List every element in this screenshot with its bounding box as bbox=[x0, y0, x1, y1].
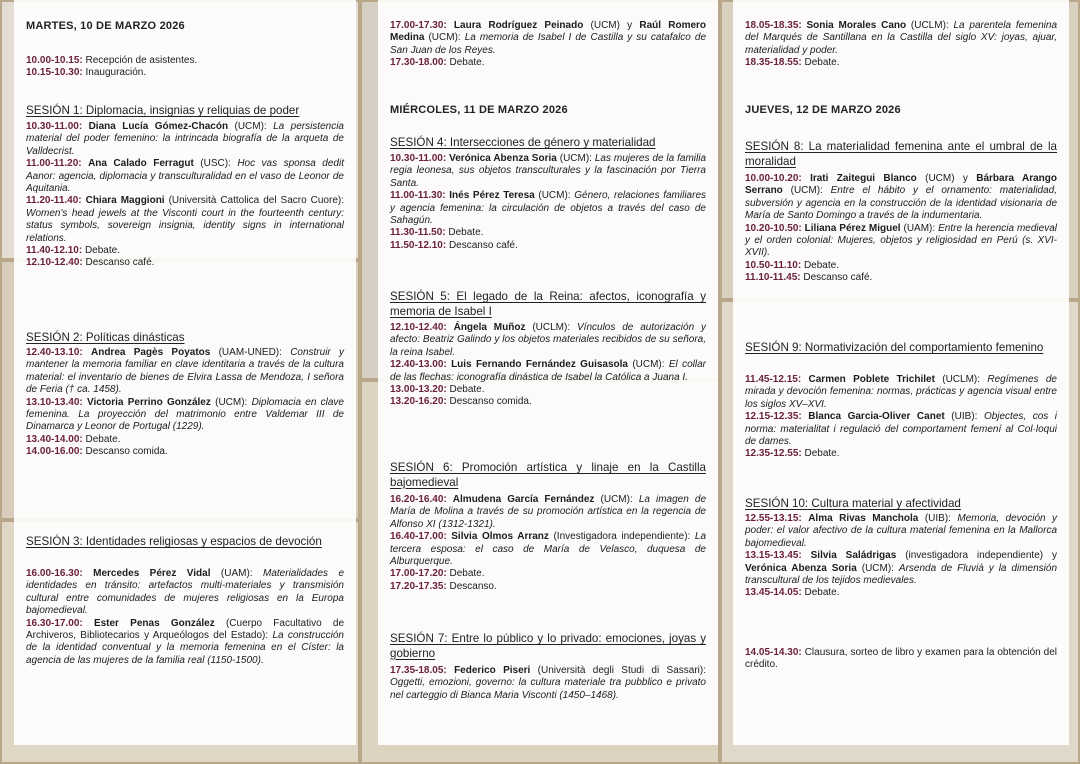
speaker-name: Mercedes Pérez Vidal bbox=[93, 568, 211, 579]
time-slot: 11.00-11.20: bbox=[26, 158, 82, 170]
time-slot: 12.40-13.10: bbox=[26, 347, 83, 358]
speaker-name: Sonia Morales Cano bbox=[806, 20, 907, 31]
program-entry bbox=[26, 195, 344, 245]
time-slot: 16.40-17.00: bbox=[390, 531, 447, 543]
session-heading: SESIÓN 4: Intersecciones de género y materialidad bbox=[390, 136, 656, 149]
session-heading: SESIÓN 5: El legado de la Reina: afectos, iconografía y memoria de Isabel I bbox=[390, 290, 706, 318]
time-slot: 10.30-11.00: bbox=[26, 121, 83, 132]
program-entry bbox=[745, 448, 1057, 460]
entries-block bbox=[745, 647, 1057, 672]
time-slot: 17.30-18.00: bbox=[390, 57, 447, 69]
session-block bbox=[745, 140, 1057, 169]
program-entry bbox=[745, 20, 1057, 57]
session-block bbox=[745, 341, 1057, 356]
program-entry bbox=[26, 245, 344, 257]
talk-title: Entre la herencia medieval y el orden colonial: Mujeres, objetos y religiosidad en Perú (s. XVI-XVII). bbox=[745, 222, 1057, 259]
talk-title: Materialidades e identidades en tránsito: artefactos multi-materiales y transmisión cultural entre comunidades de mujeres religiosas en la Europa bajomedieval. bbox=[26, 568, 345, 617]
session-block bbox=[390, 136, 706, 151]
program-entry bbox=[26, 618, 344, 668]
speaker-name: Diana Lucía Gómez-Chacón bbox=[88, 121, 229, 132]
session-block bbox=[745, 497, 1057, 512]
time-slot: 10.00-10.15: bbox=[26, 55, 83, 66]
program-entry bbox=[26, 397, 344, 434]
session-block bbox=[26, 331, 344, 346]
speaker-name: Ester Penas González bbox=[93, 617, 215, 629]
speaker-affiliation: Descanso café. bbox=[85, 257, 155, 269]
talk-title: Las mujeres de la familia regia leonesa, sus objetos transculturales y la fascinación por Tierra Santa. bbox=[390, 153, 707, 189]
speaker-affiliation: (UCLM): bbox=[910, 20, 949, 31]
speaker-affiliation: (UCM): bbox=[428, 32, 461, 44]
speaker-affiliation: Debate. bbox=[804, 587, 840, 599]
program-entry bbox=[26, 434, 344, 446]
session-heading: SESIÓN 10: Cultura material y afectividad bbox=[745, 497, 961, 510]
entries-block bbox=[26, 55, 344, 80]
time-slot: 13.15-13.45: bbox=[745, 550, 802, 562]
speaker-name: Blanca Garcia-Oliver Canet bbox=[808, 411, 945, 423]
time-slot: 14.00-16.00: bbox=[26, 446, 83, 458]
time-slot: 11.20-11.40: bbox=[26, 195, 82, 207]
speaker-name: Federico Piseri bbox=[454, 665, 531, 676]
speaker-name: Inés Pérez Teresa bbox=[449, 190, 535, 202]
entries-block bbox=[745, 513, 1057, 600]
program-entry bbox=[745, 550, 1057, 587]
program-entry bbox=[26, 158, 344, 195]
program-entry bbox=[390, 396, 706, 408]
day-block bbox=[26, 20, 344, 33]
entries-block bbox=[26, 568, 344, 667]
program-entry bbox=[390, 57, 706, 69]
speaker-affiliation: (UIB): bbox=[924, 513, 951, 524]
program-entry bbox=[390, 494, 706, 531]
program-column-2 bbox=[378, 0, 718, 745]
speaker-name: Verónica Abenza Soria bbox=[449, 153, 557, 164]
speaker-affiliation: Descanso comida. bbox=[449, 396, 532, 408]
entries-block bbox=[390, 153, 706, 252]
talk-title: Arsenda de Fluvià y la dimensión transcultural de los tejidos medievales. bbox=[745, 562, 1058, 587]
program-entry bbox=[745, 223, 1057, 260]
speaker-name: Silvia Saládrigas bbox=[810, 550, 897, 562]
program-entry bbox=[390, 190, 706, 227]
time-slot: 11.00-11.30: bbox=[390, 190, 446, 202]
talk-title: La imagen de María de Molina a través de su promoción artística en la regencia de Alfonso XI (1312-1321). bbox=[390, 494, 707, 530]
program-entry bbox=[390, 384, 706, 396]
time-slot: 18.05-18.35: bbox=[745, 20, 802, 31]
entries-block bbox=[390, 494, 706, 593]
program-column-3 bbox=[733, 0, 1069, 745]
speaker-name: Carmen Poblete Trichilet bbox=[808, 374, 935, 385]
speaker-affiliation: (UCM): bbox=[600, 494, 633, 505]
speaker-affiliation: Descanso café. bbox=[448, 239, 518, 251]
speaker-name: Luis Fernando Fernández Guisasola bbox=[451, 359, 628, 371]
speaker-name: Irati Zaitegui Blanco bbox=[810, 173, 917, 184]
day-heading: MARTES, 10 DE MARZO 2026 bbox=[26, 20, 185, 32]
speaker-name: Ana Calado Ferragut bbox=[88, 158, 194, 170]
program-entry bbox=[26, 568, 344, 618]
program-entry bbox=[745, 173, 1057, 223]
talk-title: Memoria, devoción y poder: el valor afectivo de la cultura material femenina en la Mallorca bajomedieval. bbox=[745, 513, 1058, 549]
speaker-affiliation: (UCM): bbox=[632, 359, 665, 371]
time-slot: 13.00-13.20: bbox=[390, 384, 447, 396]
program-entry bbox=[745, 374, 1057, 411]
speaker-affiliation: Debate. bbox=[448, 227, 484, 239]
program-entry bbox=[390, 665, 706, 702]
speaker-affiliation: (UCM): bbox=[790, 185, 823, 197]
speaker-affiliation: (UIB): bbox=[951, 411, 978, 423]
speaker-affiliation: (UAM-UNED): bbox=[218, 347, 282, 358]
session-heading: SESIÓN 1: Diplomacia, insignias y reliquias de poder bbox=[26, 104, 300, 117]
talk-title: La persistencia material del poder femenino: la intrincada biografía de la arqueta de Valldecrist. bbox=[26, 121, 344, 157]
talk-title: La parentela femenina del Marqués de Santillana en la Castilla del siglo XV: joyas, ajuar, materialidad y poder. bbox=[745, 20, 1058, 56]
time-slot: 11.45-12.15: bbox=[745, 374, 802, 385]
time-slot: 12.10-12.40: bbox=[26, 257, 83, 269]
speaker-affiliation: Debate. bbox=[449, 384, 485, 396]
speaker-name: Chiara Maggioni bbox=[85, 195, 165, 207]
session-block bbox=[390, 632, 706, 661]
time-slot: 11.40-12.10: bbox=[26, 245, 83, 257]
speaker-affiliation: (UCM) y bbox=[925, 173, 968, 184]
day-block bbox=[390, 104, 706, 117]
time-slot: 17.00-17.30: bbox=[390, 20, 447, 31]
talk-title: Entre el hábito y el ornamento: materialidad, subversión y agencia en la construcción de la identidad visionaria de María de Santo Domingo a través de la indumentaria. bbox=[745, 185, 1058, 222]
time-slot: 12.15-12.35: bbox=[745, 411, 802, 423]
entries-block bbox=[390, 322, 706, 409]
time-slot: 12.35-12.55: bbox=[745, 448, 802, 460]
session-heading: SESIÓN 2: Políticas dinásticas bbox=[26, 331, 185, 344]
speaker-affiliation: (UCM): bbox=[861, 562, 894, 574]
time-slot: 10.30-11.00: bbox=[390, 153, 447, 164]
time-slot: 17.00-17.20: bbox=[390, 568, 447, 580]
time-slot: 16.30-17.00: bbox=[26, 617, 83, 629]
session-heading: SESIÓN 9: Normativización del comportamiento femenino bbox=[745, 341, 1044, 354]
speaker-affiliation: (UCM) y bbox=[590, 20, 633, 31]
speaker-name: Verónica Abenza Soria bbox=[745, 562, 857, 574]
program-entry bbox=[26, 347, 344, 397]
speaker-affiliation: (investigadora independiente) y bbox=[905, 550, 1057, 562]
speaker-affiliation: Debate. bbox=[804, 448, 840, 460]
speaker-name: Laura Rodríguez Peinado bbox=[453, 20, 584, 31]
entries-block bbox=[390, 665, 706, 702]
speaker-affiliation: Debate. bbox=[85, 433, 121, 445]
speaker-affiliation: Inauguración. bbox=[85, 67, 147, 79]
program-entry bbox=[745, 647, 1057, 672]
speaker-name: Andrea Pagès Poyatos bbox=[90, 347, 211, 358]
session-heading: SESIÓN 7: Entre lo público y lo privado: emociones, joyas y gobierno bbox=[390, 632, 706, 660]
time-slot: 13.45-14.05: bbox=[745, 587, 802, 599]
time-slot: 13.10-13.40: bbox=[26, 396, 83, 408]
speaker-affiliation: Descanso comida. bbox=[85, 446, 168, 458]
time-slot: 11.10-11.45: bbox=[745, 272, 801, 284]
day-heading: MIÉRCOLES, 11 DE MARZO 2026 bbox=[390, 104, 568, 116]
speaker-name: Silvia Olmos Arranz bbox=[451, 531, 549, 543]
program-entry bbox=[390, 322, 706, 359]
speaker-affiliation: Debate. bbox=[84, 245, 120, 257]
talk-title: Vínculos de autorización y afecto: Beatriz Galindo y los objetos materiales recibidos de su señora, la reina Isabel. bbox=[390, 322, 707, 358]
speaker-affiliation: Clausura, sorteo de libro y examen para la obtención del crédito. bbox=[745, 647, 1058, 671]
talk-title: La memoria de Isabel I de Castilla y su catafalco de San Juan de los Reyes. bbox=[390, 32, 707, 56]
time-slot: 10.20-10.50: bbox=[745, 222, 802, 234]
time-slot: 18.35-18.55: bbox=[745, 57, 802, 69]
time-slot: 14.05-14.30: bbox=[745, 647, 802, 658]
program-entry bbox=[26, 121, 344, 158]
speaker-name: Ángela Muñoz bbox=[453, 322, 526, 333]
talk-title: Oggetti, emozioni, governo: la cultura materiale tra pubblico e privato nel carteggio di Bianca Maria Visconti (1450–1468). bbox=[390, 677, 706, 701]
day-heading: JUEVES, 12 DE MARZO 2026 bbox=[745, 104, 901, 116]
session-block bbox=[390, 290, 706, 319]
session-heading: SESIÓN 3: Identidades religiosas y espacios de devoción bbox=[26, 535, 322, 548]
time-slot: 12.40-13.00: bbox=[390, 359, 447, 371]
speaker-affiliation: (UAM): bbox=[903, 222, 936, 234]
time-slot: 11.30-11.50: bbox=[390, 227, 446, 239]
program-entry bbox=[26, 446, 344, 458]
time-slot: 12.10-12.40: bbox=[390, 322, 447, 333]
time-slot: 13.40-14.00: bbox=[26, 433, 83, 445]
talk-title: Women's head jewels at the Visconti court in the fourteenth century: status symbols, sovereign insignia, identity signs in international relations. bbox=[26, 207, 344, 244]
speaker-affiliation: Debate. bbox=[804, 57, 840, 69]
time-slot: 17.20-17.35: bbox=[390, 580, 447, 592]
speaker-affiliation: (UAM): bbox=[220, 568, 253, 579]
time-slot: 13.20-16.20: bbox=[390, 396, 447, 408]
speaker-affiliation: (USC): bbox=[200, 158, 231, 170]
program-entry bbox=[745, 260, 1057, 272]
entries-block bbox=[26, 121, 344, 270]
entries-block bbox=[26, 347, 344, 459]
speaker-affiliation: Debate. bbox=[803, 259, 839, 271]
program-entry bbox=[390, 20, 706, 57]
program-entry bbox=[745, 411, 1057, 448]
program-entry bbox=[26, 257, 344, 269]
session-block bbox=[26, 104, 344, 119]
talk-title: Hoc vas sponsa dedit Aanor: agencia, diplomacia y transculturalidad en el vaso de Leonor de Aquitania. bbox=[26, 158, 344, 195]
entries-block bbox=[745, 374, 1057, 461]
program-entry bbox=[390, 531, 706, 568]
speaker-affiliation: Descanso. bbox=[449, 580, 497, 592]
program-entry bbox=[390, 568, 706, 580]
time-slot: 10.15-10.30: bbox=[26, 67, 83, 79]
program-entry bbox=[390, 359, 706, 384]
speaker-name: Almudena García Fernández bbox=[452, 494, 595, 505]
program-entry bbox=[390, 153, 706, 190]
program-column-1 bbox=[14, 0, 356, 745]
session-block bbox=[390, 461, 706, 490]
session-heading: SESIÓN 8: La materialidad femenina ante el umbral de la moralidad bbox=[745, 140, 1057, 168]
speaker-affiliation: (Investigadora independiente): bbox=[553, 531, 691, 543]
talk-title: Género, relaciones familiares y agencia femenina: la circulación de objetos a través del caso de Sahagún. bbox=[390, 190, 707, 227]
talk-title: Construir y mantener la memoria familiar en clave identitaria a través de la cultura material: el inventario de bienes de Elvira Lassa de Mendoza, I señora de Feria († ca. 1458). bbox=[26, 347, 345, 396]
entries-block bbox=[745, 173, 1057, 285]
session-heading: SESIÓN 6: Promoción artística y linaje en la Castilla bajomedieval bbox=[390, 461, 706, 489]
speaker-affiliation: (UCLM): bbox=[532, 322, 571, 333]
speaker-affiliation: (UCM): bbox=[538, 190, 571, 202]
speaker-affiliation: Recepción de asistentes. bbox=[85, 55, 198, 66]
time-slot: 16.00-16.30: bbox=[26, 568, 83, 579]
speaker-affiliation: (UCM): bbox=[234, 121, 267, 132]
speaker-name: Raúl Romero Medina bbox=[390, 20, 707, 44]
speaker-affiliation: Debate. bbox=[449, 568, 485, 580]
entries-block bbox=[745, 20, 1057, 70]
program-entry bbox=[390, 240, 706, 252]
speaker-affiliation: (Università degli Studi di Sassari): bbox=[537, 665, 706, 676]
program-entry bbox=[745, 513, 1057, 550]
program-entry bbox=[745, 587, 1057, 599]
talk-title: Diplomacia en clave femenina. La proyección del matrimonio entre Valdemar III de Dinamarca y Leonor de Portugal (1229). bbox=[26, 396, 344, 433]
time-slot: 10.00-10.20: bbox=[745, 173, 802, 184]
program-entry bbox=[390, 581, 706, 593]
program-entry bbox=[390, 227, 706, 239]
speaker-affiliation: (UCLM): bbox=[942, 374, 981, 385]
time-slot: 10.50-11.10: bbox=[745, 259, 802, 271]
speaker-affiliation: (Università Cattolica del Sacro Cuore): bbox=[168, 195, 344, 207]
speaker-affiliation: (Cuerpo Facultativo de Archiveros, Bibliotecarios y Arqueólogos del Estado): bbox=[26, 617, 345, 642]
speaker-affiliation: Descanso café. bbox=[803, 272, 873, 284]
speaker-name: Liliana Pérez Miguel bbox=[804, 222, 901, 234]
speaker-affiliation: (UCM): bbox=[215, 396, 248, 408]
program-entry bbox=[745, 272, 1057, 284]
speaker-name: Alma Rivas Manchola bbox=[808, 513, 919, 524]
time-slot: 16.20-16.40: bbox=[390, 494, 447, 505]
program-entry bbox=[26, 67, 344, 79]
day-block bbox=[745, 104, 1057, 117]
speaker-affiliation: (UCM): bbox=[559, 153, 592, 164]
time-slot: 12.55-13.15: bbox=[745, 513, 802, 524]
program-entry bbox=[26, 55, 344, 67]
talk-title: La tercera esposa: el caso de María de Velasco, duquesa de Alburquerque. bbox=[390, 531, 707, 568]
speaker-name: Bárbara Arango Serrano bbox=[745, 173, 1057, 197]
talk-title: Regímenes de mirada y devoción femenina: normas, prácticas y agencia visual entre los siglos XV–XVI. bbox=[745, 374, 1057, 410]
session-block bbox=[26, 535, 344, 550]
program-entry bbox=[745, 57, 1057, 69]
time-slot: 17.35-18.05: bbox=[390, 665, 447, 676]
talk-title: Objectes, cos i norma: materialitat i regulació del comportament femení al Col·loqui de dames. bbox=[745, 411, 1058, 448]
talk-title: La construcción de la identidad conventual y la memoria femenina en el Císter: la agencia de las mujeres de la familia real (1150-1500). bbox=[26, 630, 344, 666]
time-slot: 11.50-12.10: bbox=[390, 239, 447, 251]
speaker-name: Victoria Perrino González bbox=[86, 396, 211, 408]
entries-block bbox=[390, 20, 706, 70]
speaker-affiliation: Debate. bbox=[449, 57, 485, 69]
talk-title: El collar de las flechas: iconografía dinástica de Isabel la Católica a Juana I. bbox=[390, 359, 707, 383]
